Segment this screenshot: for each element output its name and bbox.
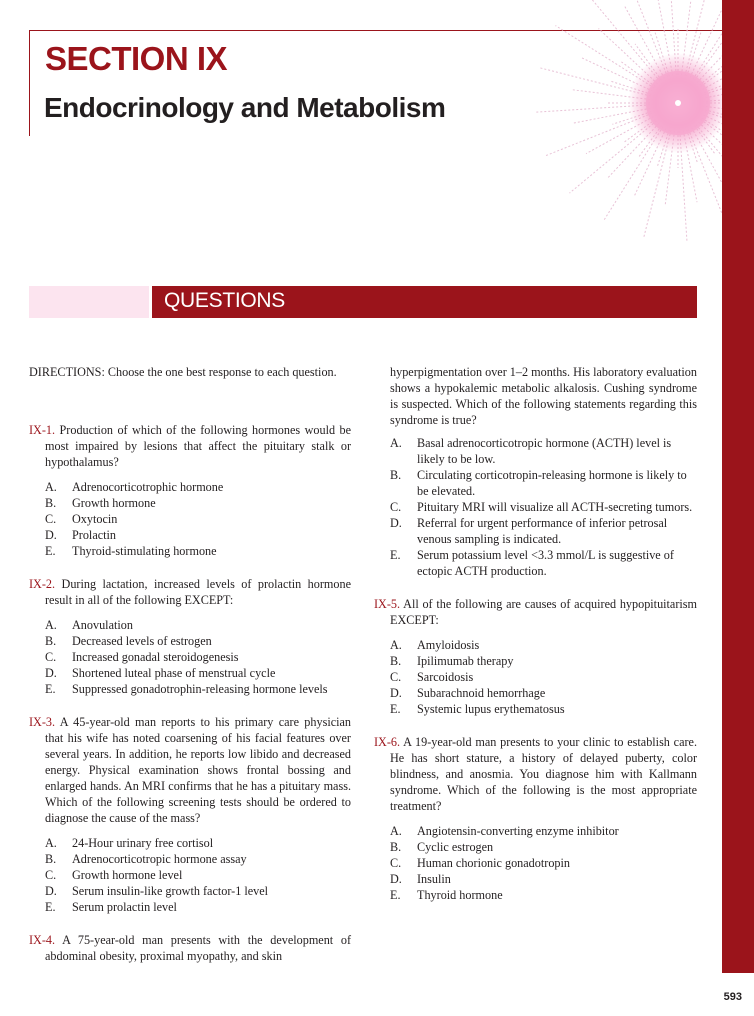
option-letter: C.: [45, 512, 57, 526]
option-letter: E.: [45, 682, 56, 696]
option-letter: D.: [390, 872, 402, 886]
option-text: Oxytocin: [72, 512, 118, 526]
option-letter: D.: [45, 884, 57, 898]
option-item: [29, 899, 351, 915]
option-text: Anovulation: [72, 618, 133, 632]
option-text: Increased gonadal steroidogenesis: [72, 650, 239, 664]
option-item: [29, 543, 351, 559]
option-item: [29, 617, 351, 633]
option-letter: A.: [390, 638, 402, 652]
option-text: Shortened luteal phase of menstrual cycle: [72, 666, 276, 680]
option-item: [374, 435, 697, 467]
option-item: [29, 867, 351, 883]
option-letter: E.: [390, 548, 401, 562]
section-subtitle: Endocrinology and Metabolism: [44, 92, 446, 123]
options-ix-2: [29, 617, 351, 697]
option-letter: B.: [45, 852, 57, 866]
option-item: [374, 685, 697, 701]
option-letter: C.: [390, 670, 402, 684]
option-letter: B.: [45, 496, 57, 510]
decorative-burst-image: [520, 0, 722, 270]
option-item: [374, 887, 697, 903]
option-text: Amyloidosis: [417, 638, 480, 652]
option-letter: E.: [45, 900, 56, 914]
option-item: [29, 495, 351, 511]
option-text: Growth hormone: [72, 496, 156, 510]
option-text: Circulating corticotropin-releasing hormone is likely to be elevated.: [417, 468, 687, 498]
question-stem: A 45-year-old man reports to his primary care physician that his wife has noted coarsening of his facial features over several years. In addition, he reports low libido and decreased energy. Physical examination shows frontal bossing and enlarged hands. An MRI confirms that he has a pituitary mass. Which of the following screening tests should be ordered to diagnose the cause of the mass?: [45, 715, 351, 825]
questions-banner-accent: [29, 286, 149, 318]
option-item: [374, 701, 697, 717]
options-ix-4: [374, 435, 697, 579]
option-text: Thyroid hormone: [417, 888, 503, 902]
option-text: Prolactin: [72, 528, 117, 542]
option-text: Referral for urgent performance of inferior petrosal venous sampling is indicated.: [417, 516, 668, 546]
question-number: IX-4.: [29, 933, 56, 947]
option-text: Systemic lupus erythematosus: [417, 702, 565, 716]
question-stem: During lactation, increased levels of prolactin hormone result in all of the following EXCEPT:: [45, 577, 351, 607]
question-ix-2: [29, 576, 351, 608]
option-letter: B.: [390, 840, 402, 854]
question-number: IX-3.: [29, 715, 56, 729]
option-letter: D.: [390, 686, 402, 700]
option-item: [29, 851, 351, 867]
option-text: Pituitary MRI will visualize all ACTH-secreting tumors.: [417, 500, 693, 514]
option-text: Suppressed gonadotrophin-releasing hormone levels: [72, 682, 328, 696]
option-item: [374, 839, 697, 855]
option-item: [374, 653, 697, 669]
question-stem: A 19-year-old man presents to your clinic to establish care. He has short stature, a history of delayed puberty, color blindness, and anosmia. You diagnose him with Kallmann syndrome. Which of the following is the most appropriate treatment?: [390, 735, 697, 813]
option-letter: A.: [45, 836, 57, 850]
question-ix-3: [29, 714, 351, 826]
option-letter: A.: [45, 618, 57, 632]
option-letter: D.: [45, 528, 57, 542]
option-item: [29, 883, 351, 899]
option-letter: C.: [390, 500, 402, 514]
option-letter: C.: [390, 856, 402, 870]
question-stem: A 75-year-old man presents with the development of abdominal obesity, proximal myopathy, and skin: [45, 933, 352, 963]
section-title: SECTION IX: [45, 40, 228, 77]
question-ix-1: [29, 422, 351, 470]
question-stem: All of the following are causes of acquired hypopituitarism EXCEPT:: [390, 597, 698, 627]
option-letter: E.: [390, 888, 401, 902]
option-item: [374, 467, 697, 499]
option-text: Adrenocorticotropic hormone assay: [72, 852, 247, 866]
option-item: [374, 499, 697, 515]
option-item: [29, 479, 351, 495]
option-text: 24-Hour urinary free cortisol: [72, 836, 214, 850]
option-item: [374, 547, 697, 579]
question-number: IX-6.: [374, 735, 401, 749]
option-letter: E.: [390, 702, 401, 716]
option-letter: A.: [390, 436, 402, 450]
option-item: [29, 665, 351, 681]
option-letter: B.: [390, 654, 402, 668]
option-text: Growth hormone level: [72, 868, 183, 882]
questions-banner-label: QUESTIONS: [164, 289, 285, 312]
option-item: [29, 835, 351, 851]
option-text: Serum potassium level <3.3 mmol/L is suggestive of ectopic ACTH production.: [417, 548, 674, 578]
option-letter: A.: [390, 824, 402, 838]
option-text: Subarachnoid hemorrhage: [417, 686, 546, 700]
options-ix-6: [374, 823, 697, 903]
question-number: IX-5.: [374, 597, 401, 611]
option-letter: D.: [390, 516, 402, 530]
option-item: [29, 527, 351, 543]
option-text: Sarcoidosis: [417, 670, 474, 684]
options-ix-3: [29, 835, 351, 915]
option-text: Serum insulin-like growth factor-1 level: [72, 884, 269, 898]
left-column: [29, 364, 351, 964]
option-text: Adrenocorticotrophic hormone: [72, 480, 224, 494]
question-number: IX-2.: [29, 577, 56, 591]
option-item: [374, 855, 697, 871]
option-item: [29, 633, 351, 649]
option-text: Decreased levels of estrogen: [72, 634, 212, 648]
option-item: [374, 669, 697, 685]
option-item: [29, 649, 351, 665]
page-number: 593: [723, 991, 742, 1003]
question-ix-4: [29, 932, 351, 964]
option-letter: E.: [45, 544, 56, 558]
option-text: Cyclic estrogen: [417, 840, 494, 854]
options-ix-1: [29, 479, 351, 559]
option-item: [374, 637, 697, 653]
option-text: Serum prolactin level: [72, 900, 177, 914]
option-item: [374, 871, 697, 887]
option-letter: A.: [45, 480, 57, 494]
option-letter: B.: [390, 468, 402, 482]
option-letter: C.: [45, 650, 57, 664]
question-ix-5: [374, 596, 697, 628]
option-item: [29, 511, 351, 527]
option-letter: C.: [45, 868, 57, 882]
option-text: Insulin: [417, 872, 451, 886]
option-letter: B.: [45, 634, 57, 648]
option-letter: D.: [45, 666, 57, 680]
options-ix-5: [374, 637, 697, 717]
questions-banner: [152, 286, 697, 318]
question-stem: Production of which of the following hormones would be most impaired by lesions that affect the pituitary stalk or hypothalamus?: [45, 423, 351, 469]
option-text: Angiotensin-converting enzyme inhibitor: [417, 824, 619, 838]
option-item: [29, 681, 351, 697]
option-text: Human chorionic gonadotropin: [417, 856, 570, 870]
question-ix-4-continued: hyperpigmentation over 1–2 months. His laboratory evaluation shows a hypokalemic metabolic alkalosis. Cushing syndrome is suspected. Which of the following statements regarding this syndrome is true?: [390, 365, 697, 427]
question-ix-6: [374, 734, 697, 814]
right-column: [374, 364, 697, 920]
option-item: [374, 823, 697, 839]
option-text: Thyroid-stimulating hormone: [72, 544, 217, 558]
option-item: [374, 515, 697, 547]
question-number: IX-1.: [29, 423, 56, 437]
right-edge-bar: [722, 0, 754, 973]
directions-text: DIRECTIONS: Choose the one best response to each question.: [29, 365, 337, 379]
option-text: Ipilimumab therapy: [417, 654, 514, 668]
option-text: Basal adrenocorticotropic hormone (ACTH) level is likely to be low.: [417, 436, 672, 466]
